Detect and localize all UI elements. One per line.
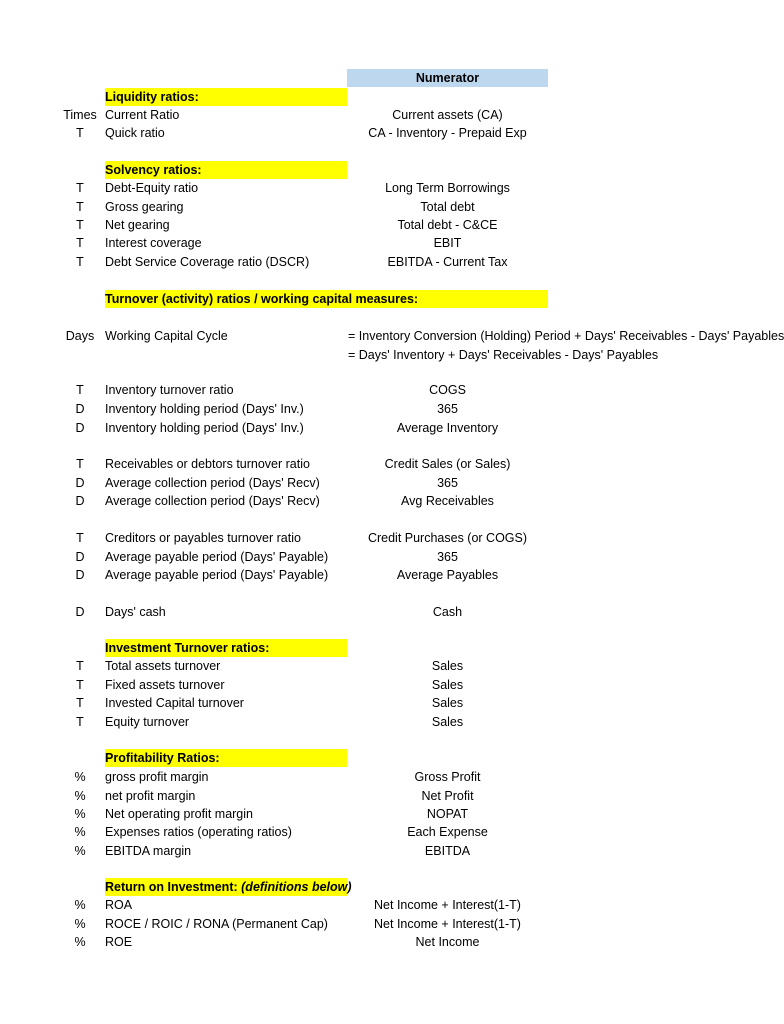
row-numerator[interactable]: CA - Inventory - Prepaid Exp [368, 126, 527, 140]
row-label[interactable]: Inventory holding period (Days' Inv.) [105, 402, 304, 416]
row-label[interactable]: Expenses ratios (operating ratios) [105, 825, 292, 839]
row-numerator[interactable]: Net Income [415, 935, 480, 949]
row-unit[interactable]: % [74, 789, 86, 803]
row-label[interactable] [105, 346, 347, 364]
section-investment[interactable]: Investment Turnover ratios: [105, 639, 347, 657]
row-label[interactable]: Total assets turnover [105, 659, 221, 673]
row-numerator[interactable]: 365 [437, 476, 458, 490]
row-label[interactable]: Quick ratio [105, 126, 165, 140]
row-numerator[interactable]: Credit Sales (or Sales) [384, 457, 511, 471]
row-numerator[interactable]: Sales [431, 659, 464, 673]
row-numerator[interactable]: 365 [437, 550, 458, 564]
row-unit[interactable]: % [74, 917, 86, 931]
row-unit[interactable]: T [76, 457, 84, 471]
row-numerator[interactable]: Average Payables [396, 568, 499, 582]
row-unit[interactable]: T [76, 383, 84, 397]
section-liquidity[interactable]: Liquidity ratios: [105, 88, 347, 106]
row-unit[interactable]: % [74, 935, 86, 949]
row-label[interactable]: Gross gearing [105, 200, 184, 214]
row-label[interactable]: gross profit margin [105, 770, 209, 784]
row-numerator[interactable]: Sales [431, 696, 464, 710]
row-numerator[interactable]: Avg Receivables [401, 494, 494, 508]
row-unit[interactable]: T [76, 218, 84, 232]
row-numerator[interactable]: Average Inventory [396, 421, 499, 435]
numerator-header[interactable]: Numerator [347, 69, 548, 87]
row-label[interactable]: EBITDA margin [105, 844, 192, 858]
row-numerator[interactable]: Net Profit [421, 789, 474, 803]
row-unit[interactable]: T [76, 181, 84, 195]
row-label[interactable]: net profit margin [105, 789, 196, 803]
row-label[interactable]: Debt-Equity ratio [105, 181, 199, 195]
row-unit[interactable]: % [74, 770, 86, 784]
row-label[interactable]: Inventory holding period (Days' Inv.) [105, 421, 304, 435]
row-numerator[interactable]: Net Income + Interest(1-T) [374, 898, 521, 912]
row-unit[interactable]: Times [63, 108, 97, 122]
row-unit[interactable]: T [76, 255, 84, 269]
row-label[interactable]: Fixed assets turnover [105, 678, 225, 692]
row-numerator[interactable]: 365 [437, 402, 458, 416]
row-numerator[interactable]: = Days' Inventory + Days' Receivables - Days' Payables [348, 348, 659, 362]
row-numerator[interactable]: Sales [431, 678, 464, 692]
row-numerator[interactable]: Long Term Borrowings [385, 181, 510, 195]
row-unit[interactable]: D [75, 494, 85, 508]
section-solvency[interactable]: Solvency ratios: [105, 161, 347, 179]
row-unit[interactable]: % [74, 807, 86, 821]
row-numerator[interactable]: Gross Profit [414, 770, 481, 784]
row-unit[interactable]: % [74, 898, 86, 912]
row-unit[interactable]: D [75, 605, 85, 619]
row-label[interactable]: Average payable period (Days' Payable) [105, 550, 329, 564]
row-label[interactable]: Creditors or payables turnover ratio [105, 531, 301, 545]
row-unit[interactable]: D [75, 402, 85, 416]
section-roi-title: Return on Investment: [105, 880, 238, 894]
row-numerator[interactable]: NOPAT [426, 807, 469, 821]
row-unit[interactable]: D [75, 568, 85, 582]
row-numerator[interactable]: Net Income + Interest(1-T) [374, 917, 521, 931]
row-numerator[interactable]: COGS [429, 383, 466, 397]
row-unit[interactable]: % [74, 844, 86, 858]
row-unit[interactable]: D [75, 476, 85, 490]
row-label[interactable]: ROA [105, 898, 133, 912]
row-label[interactable]: Receivables or debtors turnover ratio [105, 457, 310, 471]
row-label[interactable]: Debt Service Coverage ratio (DSCR) [105, 255, 310, 269]
section-profitability[interactable]: Profitability Ratios: [105, 749, 347, 767]
row-numerator[interactable]: Each Expense [407, 825, 488, 839]
row-label[interactable]: Net gearing [105, 218, 170, 232]
row-unit[interactable]: D [75, 550, 85, 564]
section-turnover[interactable]: Turnover (activity) ratios / working capital measures: [105, 290, 548, 308]
row-unit[interactable]: D [75, 421, 85, 435]
row-label[interactable]: Working Capital Cycle [105, 329, 228, 343]
row-unit[interactable]: Days [65, 329, 95, 343]
row-numerator[interactable]: Total debt - C&CE [397, 218, 498, 232]
row-numerator[interactable]: Credit Purchases (or COGS) [367, 531, 528, 545]
row-label[interactable]: Days' cash [105, 605, 166, 619]
row-numerator[interactable]: Sales [431, 715, 464, 729]
row-label[interactable]: Interest coverage [105, 236, 202, 250]
row-label[interactable]: Average collection period (Days' Recv) [105, 494, 320, 508]
row-numerator[interactable]: EBITDA [424, 844, 471, 858]
row-unit[interactable]: T [76, 200, 84, 214]
row-numerator[interactable]: Cash [432, 605, 463, 619]
row-label[interactable]: Inventory turnover ratio [105, 383, 234, 397]
row-label[interactable]: ROE [105, 935, 133, 949]
row-unit[interactable]: % [74, 825, 86, 839]
row-numerator[interactable]: EBITDA - Current Tax [387, 255, 508, 269]
row-unit[interactable] [60, 346, 100, 364]
row-label[interactable]: Equity turnover [105, 715, 190, 729]
row-numerator[interactable]: = Inventory Conversion (Holding) Period + Days' Receivables - Days' Payables [348, 329, 784, 343]
row-numerator[interactable]: Current assets (CA) [392, 108, 503, 122]
row-unit[interactable]: T [76, 696, 84, 710]
row-label[interactable]: Net operating profit margin [105, 807, 253, 821]
section-roi-note: (definitions below) [241, 880, 352, 894]
row-numerator[interactable]: Total debt [420, 200, 475, 214]
row-unit[interactable]: T [76, 659, 84, 673]
section-roi[interactable] [105, 878, 352, 896]
row-unit[interactable]: T [76, 236, 84, 250]
row-numerator[interactable]: EBIT [433, 236, 462, 250]
row-unit[interactable]: T [76, 531, 84, 545]
row-label[interactable]: Invested Capital turnover [105, 696, 244, 710]
row-unit[interactable]: T [76, 126, 84, 140]
row-label[interactable]: Current Ratio [105, 108, 180, 122]
row-label[interactable]: Average payable period (Days' Payable) [105, 568, 329, 582]
row-label[interactable]: Average collection period (Days' Recv) [105, 476, 320, 490]
row-unit[interactable]: T [76, 715, 84, 729]
row-label[interactable]: ROCE / ROIC / RONA (Permanent Cap) [105, 917, 328, 931]
row-unit[interactable]: T [76, 678, 84, 692]
